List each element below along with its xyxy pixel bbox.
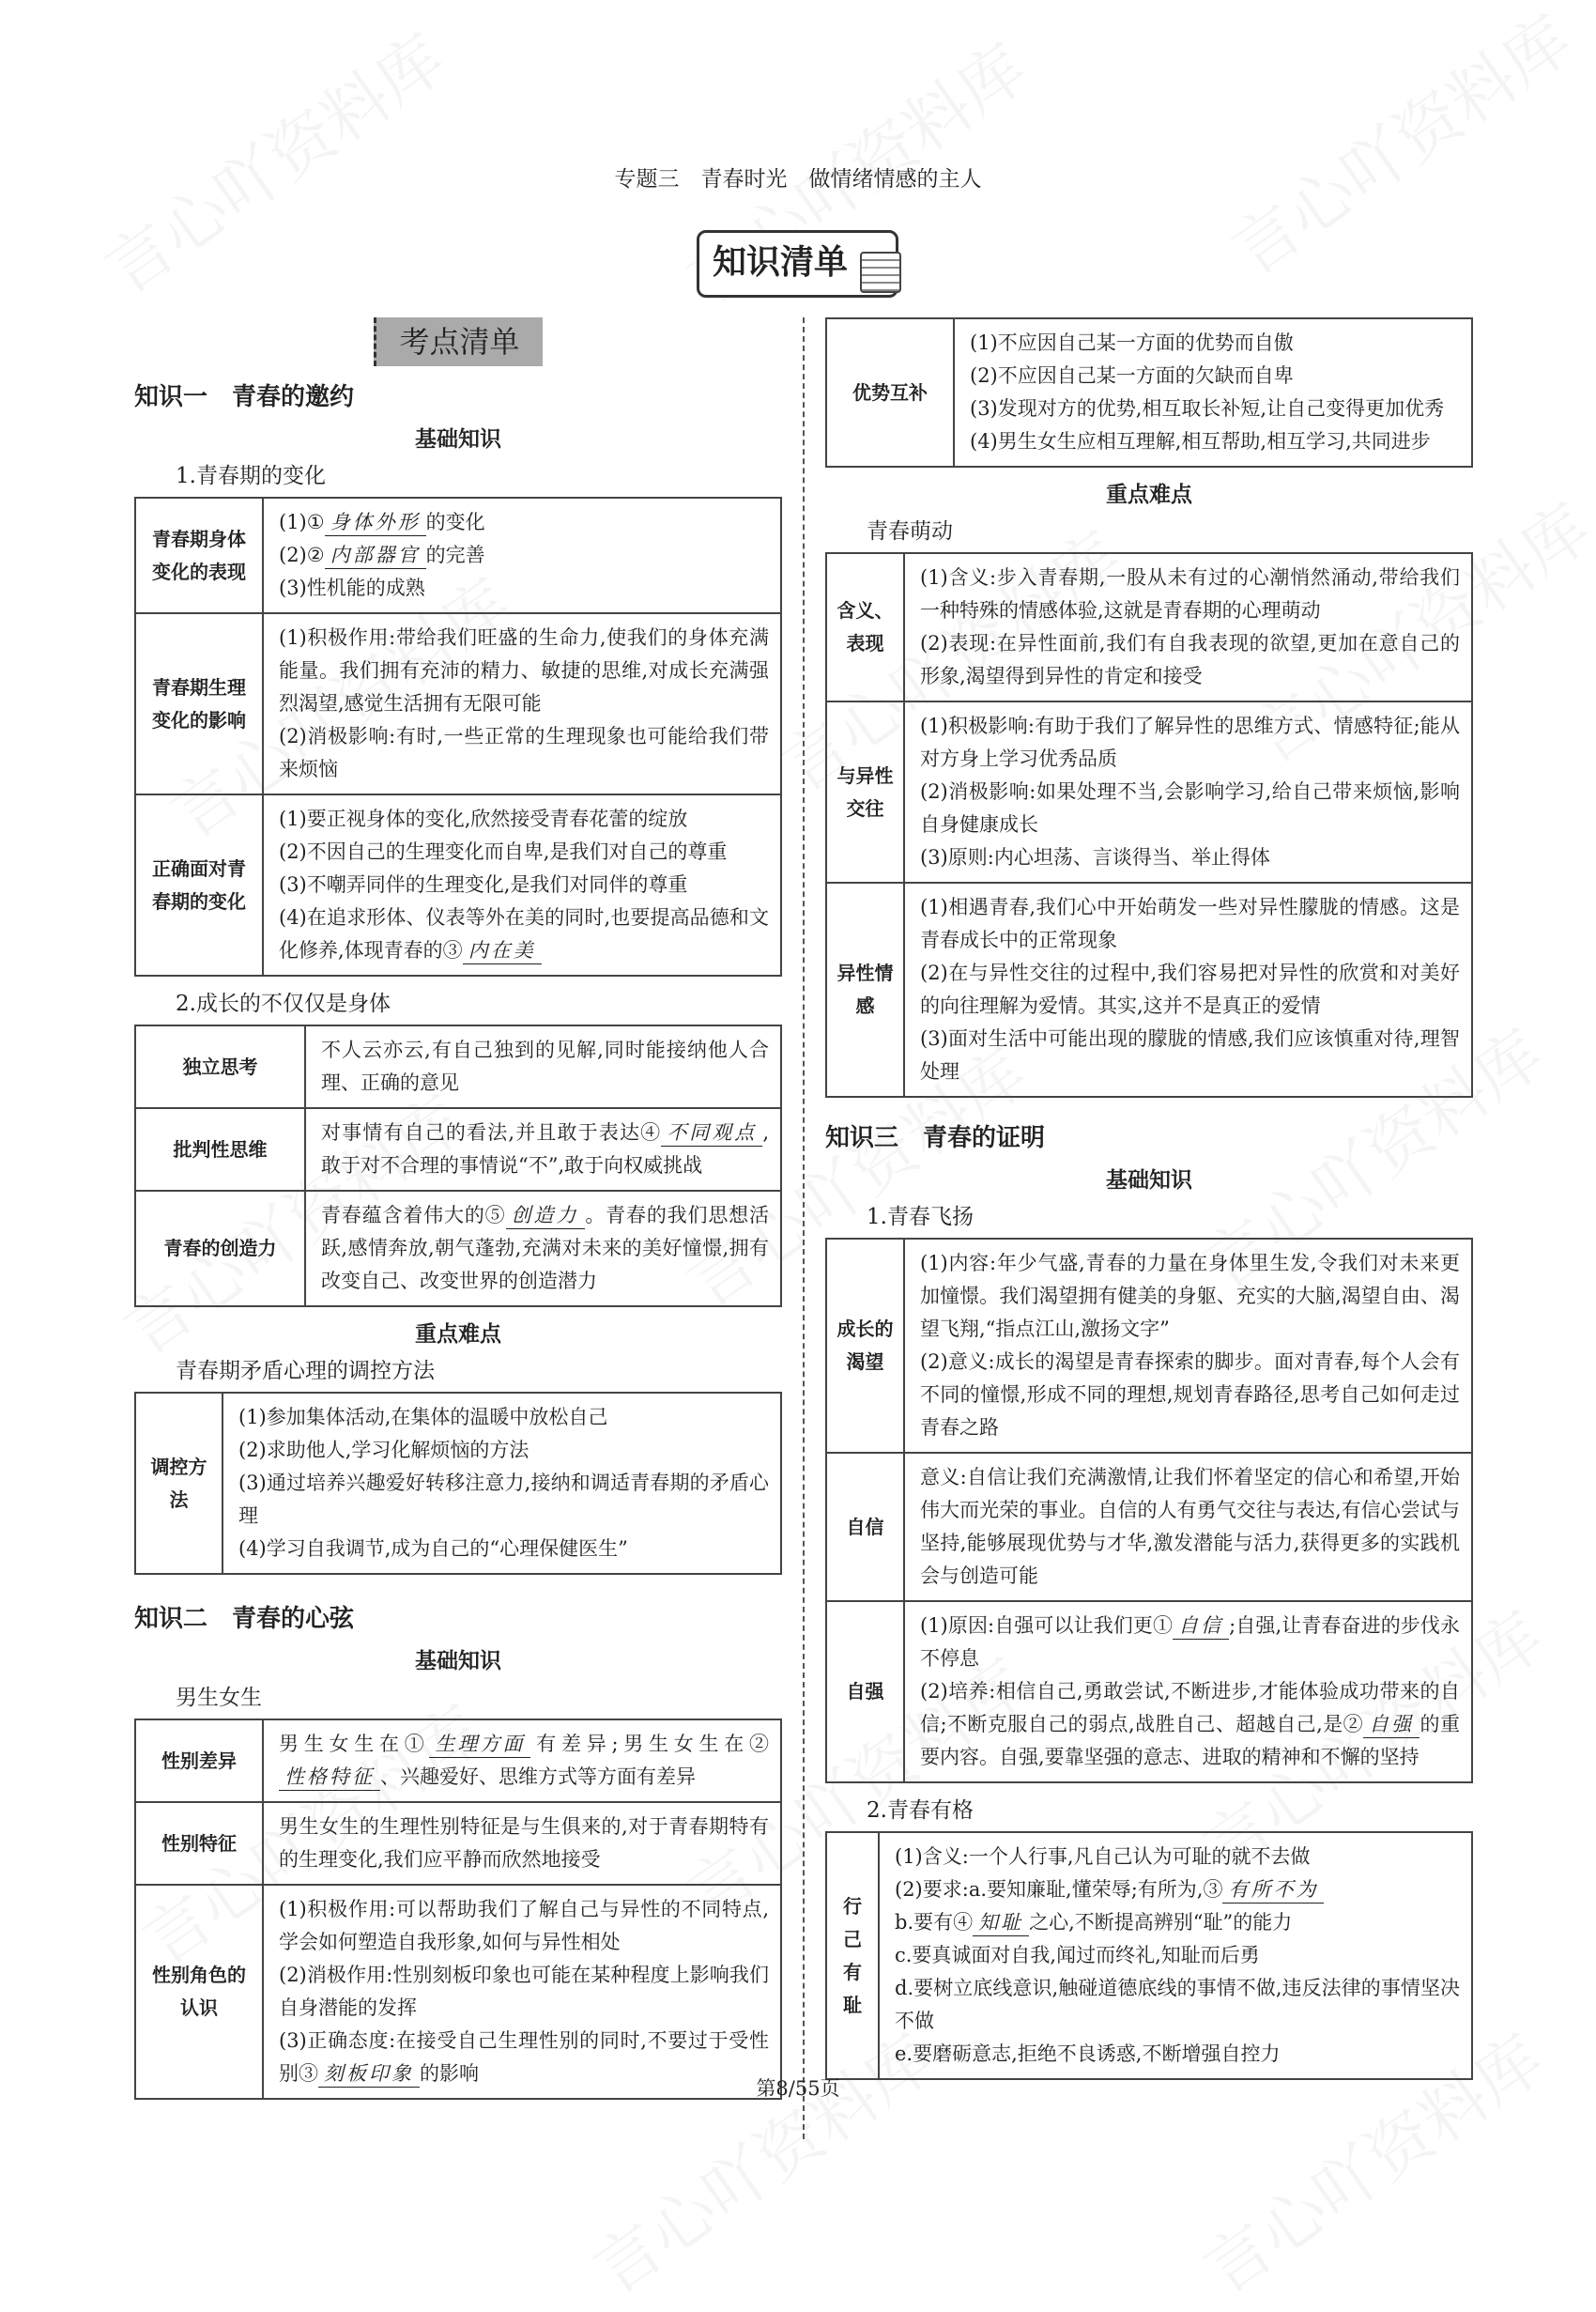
knowledge-table	[825, 1238, 1473, 1783]
text: (1)含义:步入青春期,一股从未有过的心潮悄然涌动,带给我们一种特殊的情感体验,这就是青春期的心理萌动	[920, 566, 1460, 622]
content-line	[970, 425, 1460, 458]
table-row	[826, 1239, 1472, 1453]
topic-heading: 青春期矛盾心理的调控方法	[176, 1359, 435, 1383]
text: ,敢于对不合理的事情说“不”,敢于向权威挑战	[321, 1121, 769, 1177]
table-row	[826, 1453, 1472, 1601]
table-row	[135, 613, 781, 794]
text: (2)消极作用:性别刻板印象也可能在某种程度上影响我们自身潜能的发挥	[279, 1964, 769, 2019]
knowledge-table	[825, 317, 1473, 468]
knowledge-table	[134, 1392, 782, 1575]
row-label: 性别角色的认识	[135, 1885, 263, 2099]
table-row	[135, 1191, 781, 1306]
content-line	[970, 393, 1460, 425]
row-label: 正确面对青春期的变化	[135, 794, 263, 976]
text: e.要磨砺意志,拒绝不良诱惑,不断增强自控力	[895, 2042, 1281, 2065]
row-label: 调控方法	[135, 1393, 223, 1574]
topic-heading: 1.青春飞扬	[867, 1205, 974, 1229]
text: 的完善	[425, 544, 485, 566]
content-line	[279, 506, 769, 539]
notepad-icon	[860, 252, 901, 293]
text: (3)通过培养兴趣爱好转移注意力,接纳和调适青春期的矛盾心理	[238, 1472, 769, 1527]
section-title: 知识一 青春的邀约	[134, 383, 355, 411]
row-label: 自信	[826, 1453, 904, 1601]
table-row	[135, 1108, 781, 1191]
text: (4)学习自我调节,成为自己的“心理保健医生”	[238, 1537, 628, 1560]
row-label: 青春的创造力	[135, 1191, 305, 1306]
row-content	[263, 613, 781, 794]
text: (1)不应因自己某一方面的优势而自傲	[970, 331, 1294, 354]
table-row	[826, 883, 1472, 1097]
text: 男生女生在①	[279, 1733, 430, 1755]
page-number: 第8/55页	[756, 2077, 840, 2100]
table-row	[135, 498, 781, 613]
table-row	[135, 1393, 781, 1574]
row-label: 性别特征	[135, 1802, 263, 1885]
row-label: 独立思考	[135, 1025, 305, 1108]
content-line	[238, 1434, 769, 1467]
fill-in-blank-answer: 身体外形	[325, 509, 426, 536]
fill-in-blank-answer: 内部器官	[325, 542, 426, 569]
row-content	[305, 1191, 781, 1306]
text: (2)求助他人,学习化解烦恼的方法	[238, 1439, 529, 1461]
text: ;自强,让青春奋进的步伐永不停息	[920, 1614, 1461, 1670]
row-content	[904, 1453, 1472, 1601]
table-row	[135, 1025, 781, 1108]
row-label: 异性情感	[826, 883, 904, 1097]
fill-in-blank-answer: 创造力	[506, 1202, 585, 1229]
subsection-heading: 基础知识	[415, 427, 501, 452]
content-line	[279, 836, 769, 869]
left-column	[134, 317, 782, 2109]
row-content	[954, 318, 1472, 467]
row-content	[904, 1239, 1472, 1453]
content-line	[279, 622, 769, 720]
table-row	[135, 1802, 781, 1885]
table-row	[826, 701, 1472, 883]
content-line	[895, 1972, 1460, 2038]
content-line	[895, 1906, 1460, 1939]
text: (2)消极影响:如果处理不当,会影响学习,给自己带来烦恼,影响自身健康成长	[920, 780, 1460, 836]
content-line	[920, 1675, 1460, 1774]
topic-heading: 2.成长的不仅仅是身体	[176, 992, 391, 1016]
row-content	[904, 701, 1472, 883]
section-title: 知识三 青春的证明	[825, 1124, 1046, 1152]
text: (1)积极影响:有助于我们了解异性的思维方式、情感特征;能从对方身上学习优秀品质	[920, 715, 1460, 770]
table-row	[826, 553, 1472, 701]
fill-in-blank-answer: 知耻	[973, 1909, 1029, 1936]
topic-heading: 男生女生	[176, 1686, 262, 1710]
text: (3)不嘲弄同伴的生理变化,是我们对同伴的尊重	[279, 873, 688, 896]
content-line	[238, 1401, 769, 1434]
content-line	[279, 869, 769, 902]
text: (2)意义:成长的渴望是青春探索的脚步。面对青春,每个人会有不同的憧憬,形成不同的理想,规划青春路径,思考自己如何走过青春之路	[920, 1350, 1460, 1439]
table-row	[826, 318, 1472, 467]
row-label: 优势互补	[826, 318, 954, 467]
content-line	[895, 1939, 1460, 1972]
fill-in-blank-answer: 刻板印象	[318, 2060, 420, 2088]
content-line	[321, 1117, 769, 1182]
content-line	[920, 1023, 1460, 1088]
text: (2)消极影响:有时,一些正常的生理现象也可能给我们带来烦恼	[279, 725, 769, 780]
row-label: 含义、表现	[826, 553, 904, 701]
text: 、兴趣爱好、思维方式等方面有差异	[380, 1765, 696, 1788]
row-content	[263, 1885, 781, 2099]
text: (2)表现:在异性面前,我们有自我表现的欲望,更加在意自己的形象,渴望得到异性的肯定和接受	[920, 632, 1460, 687]
subsection-heading: 重点难点	[415, 1322, 501, 1347]
knowledge-table	[825, 1831, 1473, 2080]
text: (3)正确态度:在接受自己生理性别的同时,不要过于受性别③	[279, 2029, 769, 2085]
content-line	[279, 1728, 769, 1794]
text: (2)要求:a.要知廉耻,懂荣辱;有所为,③	[895, 1878, 1223, 1901]
content-line	[920, 891, 1460, 957]
topic-heading: 青春萌动	[867, 519, 953, 544]
text: (2)不因自己的生理变化而自卑,是我们对自己的尊重	[279, 840, 728, 863]
content-line	[920, 562, 1460, 627]
text: 的影响	[420, 2062, 479, 2085]
knowledge-table	[825, 552, 1473, 1098]
subsection-heading: 基础知识	[1106, 1168, 1192, 1193]
content-line	[920, 841, 1460, 874]
text: 不人云亦云,有自己独到的见解,同时能接纳他人合理、正确的意见	[321, 1039, 769, 1094]
fill-in-blank-answer: 内在美	[463, 937, 542, 964]
text: 的重要内容。自强,要靠坚强的意志、进取的精神和不懈的坚持	[920, 1713, 1460, 1768]
badge-label: 知识清单	[713, 243, 849, 282]
fill-in-blank-answer: 性格特征	[279, 1764, 380, 1791]
row-label: 青春期身体变化的表现	[135, 498, 263, 613]
text: (3)性机能的成熟	[279, 577, 425, 599]
text: (1)积极作用:可以帮助我们了解自己与异性的不同特点,学会如何塑造自我形象,如何与异性相处	[279, 1898, 769, 1953]
row-content	[263, 1802, 781, 1885]
content-line	[920, 1461, 1460, 1593]
knowledge-table	[134, 1025, 782, 1307]
content-line	[895, 1841, 1460, 1873]
row-label: 行己有耻	[826, 1832, 879, 2079]
content-line	[279, 539, 769, 572]
text: 的变化	[425, 511, 485, 533]
row-content	[879, 1832, 1472, 2079]
text: 之心,不断提高辨别“耻”的能力	[1029, 1911, 1293, 1934]
content-line	[920, 1247, 1460, 1346]
content-line	[279, 803, 769, 836]
text: (4)男生女生应相互理解,相互帮助,相互学习,共同进步	[970, 430, 1431, 453]
text: 有差异;男生女生在②	[530, 1733, 770, 1755]
row-label: 与异性交往	[826, 701, 904, 883]
row-content	[223, 1393, 781, 1574]
text: (1)参加集体活动,在集体的温暖中放松自己	[238, 1406, 608, 1428]
content-line	[321, 1034, 769, 1100]
row-content	[904, 1601, 1472, 1782]
text: (2)不应因自己某一方面的欠缺而自卑	[970, 364, 1294, 387]
content-line	[920, 776, 1460, 841]
content-line	[920, 957, 1460, 1023]
exam-points-badge: 考点清单	[374, 317, 543, 366]
content-line	[238, 1533, 769, 1565]
fill-in-blank-answer: 生理方面	[429, 1731, 530, 1758]
knowledge-table	[134, 497, 782, 977]
content-line	[279, 572, 769, 605]
text: 意义:自信让我们充满激情,让我们怀着坚定的信心和希望,开始伟大而光荣的事业。自信的人有勇气交往与表达,有信心尝试与坚持,能够展现优势与才华,激发潜能与活力,获得更多的实践机会与创造可能	[920, 1466, 1460, 1587]
watermark	[1210, 0, 1588, 293]
text: (1)①	[279, 511, 325, 533]
text: 青春蕴含着伟大的⑤	[321, 1204, 506, 1226]
subsection-heading: 重点难点	[1106, 483, 1192, 507]
text: (1)要正视身体的变化,欣然接受青春花蕾的绽放	[279, 808, 688, 830]
section-title: 知识二 青春的心弦	[134, 1605, 355, 1633]
text: 对事情有自己的看法,并且敢于表达④	[321, 1121, 662, 1144]
text: 男生女生的生理性别特征是与生俱来的,对于青春期特有的生理变化,我们应平静而欣然地接受	[279, 1815, 769, 1871]
text: (1)积极作用:带给我们旺盛的生命力,使我们的身体充满能量。我们拥有充沛的精力、敏捷的思维,对成长充满强烈渴望,感觉生活拥有无限可能	[279, 626, 769, 715]
row-label: 青春期生理变化的影响	[135, 613, 263, 794]
row-label: 批判性思维	[135, 1108, 305, 1191]
text: (3)面对生活中可能出现的朦胧的情感,我们应该慎重对待,理智处理	[920, 1027, 1460, 1083]
fill-in-blank-answer: 有所不为	[1222, 1876, 1324, 1904]
row-content	[305, 1025, 781, 1108]
column-divider	[803, 317, 805, 2139]
row-content	[904, 553, 1472, 701]
content-line	[279, 1959, 769, 2025]
subsection-heading: 基础知识	[415, 1649, 501, 1673]
table-row	[135, 794, 781, 976]
content-line	[895, 2038, 1460, 2071]
text: c.要真诚面对自我,闻过而终礼,知耻而后勇	[895, 1944, 1260, 1966]
table-row	[135, 1885, 781, 2099]
text: (1)内容:年少气盛,青春的力量在身体里生发,令我们对未来更加憧憬。我们渴望拥有健美的身躯、充实的大脑,渴望自由、渴望飞翔,“指点江山,激扬文字”	[920, 1252, 1460, 1340]
text: (1)相遇青春,我们心中开始萌发一些对异性朦胧的情感。这是青春成长中的正常现象	[920, 896, 1460, 951]
content-line	[279, 1811, 769, 1876]
content-line	[970, 360, 1460, 393]
table-row	[826, 1601, 1472, 1782]
content-line	[895, 1873, 1460, 1906]
topic-heading: 1.青春期的变化	[176, 464, 326, 488]
table-row	[826, 1832, 1472, 2079]
fill-in-blank-answer: 自强	[1363, 1711, 1420, 1738]
content-line	[279, 1893, 769, 1959]
row-content	[263, 794, 781, 976]
row-content	[263, 1719, 781, 1802]
text: (2)培养:相信自己,勇敢尝试,不断进步,才能体验成功带来的自信;不断克服自己的弱点,战胜自己、超越自己,是②	[920, 1680, 1460, 1735]
row-label: 自强	[826, 1601, 904, 1782]
text: b.要有④	[895, 1911, 974, 1934]
knowledge-table	[134, 1719, 782, 2100]
row-content	[263, 498, 781, 613]
table-row	[135, 1719, 781, 1802]
row-content	[305, 1108, 781, 1191]
text: (4)在追求形体、仪表等外在美的同时,也要提高品德和文化修养,体现青春的③	[279, 906, 769, 962]
content-line	[970, 327, 1460, 360]
fill-in-blank-answer: 自信	[1173, 1612, 1229, 1640]
fill-in-blank-answer: 不同观点	[661, 1119, 762, 1147]
section-badge-knowledge-list	[697, 230, 898, 298]
text: d.要树立底线意识,触碰道德底线的事情不做,违反法律的事情坚决不做	[895, 1977, 1460, 2032]
content-line	[920, 1610, 1460, 1675]
text: (2)②	[279, 544, 325, 566]
text: 。青春的我们思想活跃,感情奔放,朝气蓬勃,充满对未来的美好憧憬,拥有改变自己、改变世界的创造潜力	[321, 1204, 769, 1292]
content-line	[238, 1467, 769, 1533]
text: (3)发现对方的优势,相互取长补短,让自己变得更加优秀	[970, 397, 1445, 420]
text: (2)在与异性交往的过程中,我们容易把对异性的欣赏和对美好的向往理解为爱情。其实,这并不是真正的爱情	[920, 962, 1460, 1017]
content-line	[920, 710, 1460, 776]
text: (3)原则:内心坦荡、言谈得当、举止得体	[920, 846, 1270, 869]
topic-heading: 2.青春有格	[867, 1798, 974, 1823]
text: (1)原因:自强可以让我们更①	[920, 1614, 1174, 1637]
row-label: 成长的渴望	[826, 1239, 904, 1453]
row-content	[904, 883, 1472, 1097]
content-line	[279, 720, 769, 786]
content-line	[920, 1346, 1460, 1444]
watermark	[84, 8, 461, 313]
page-header-title: 专题三 青春时光 做情绪情感的主人	[614, 167, 982, 192]
right-column	[825, 317, 1473, 2089]
content-line	[279, 902, 769, 967]
text: (1)含义:一个人行事,凡自己认为可耻的就不去做	[895, 1845, 1311, 1868]
content-line	[920, 627, 1460, 693]
content-line	[321, 1199, 769, 1298]
row-label: 性别差异	[135, 1719, 263, 1802]
